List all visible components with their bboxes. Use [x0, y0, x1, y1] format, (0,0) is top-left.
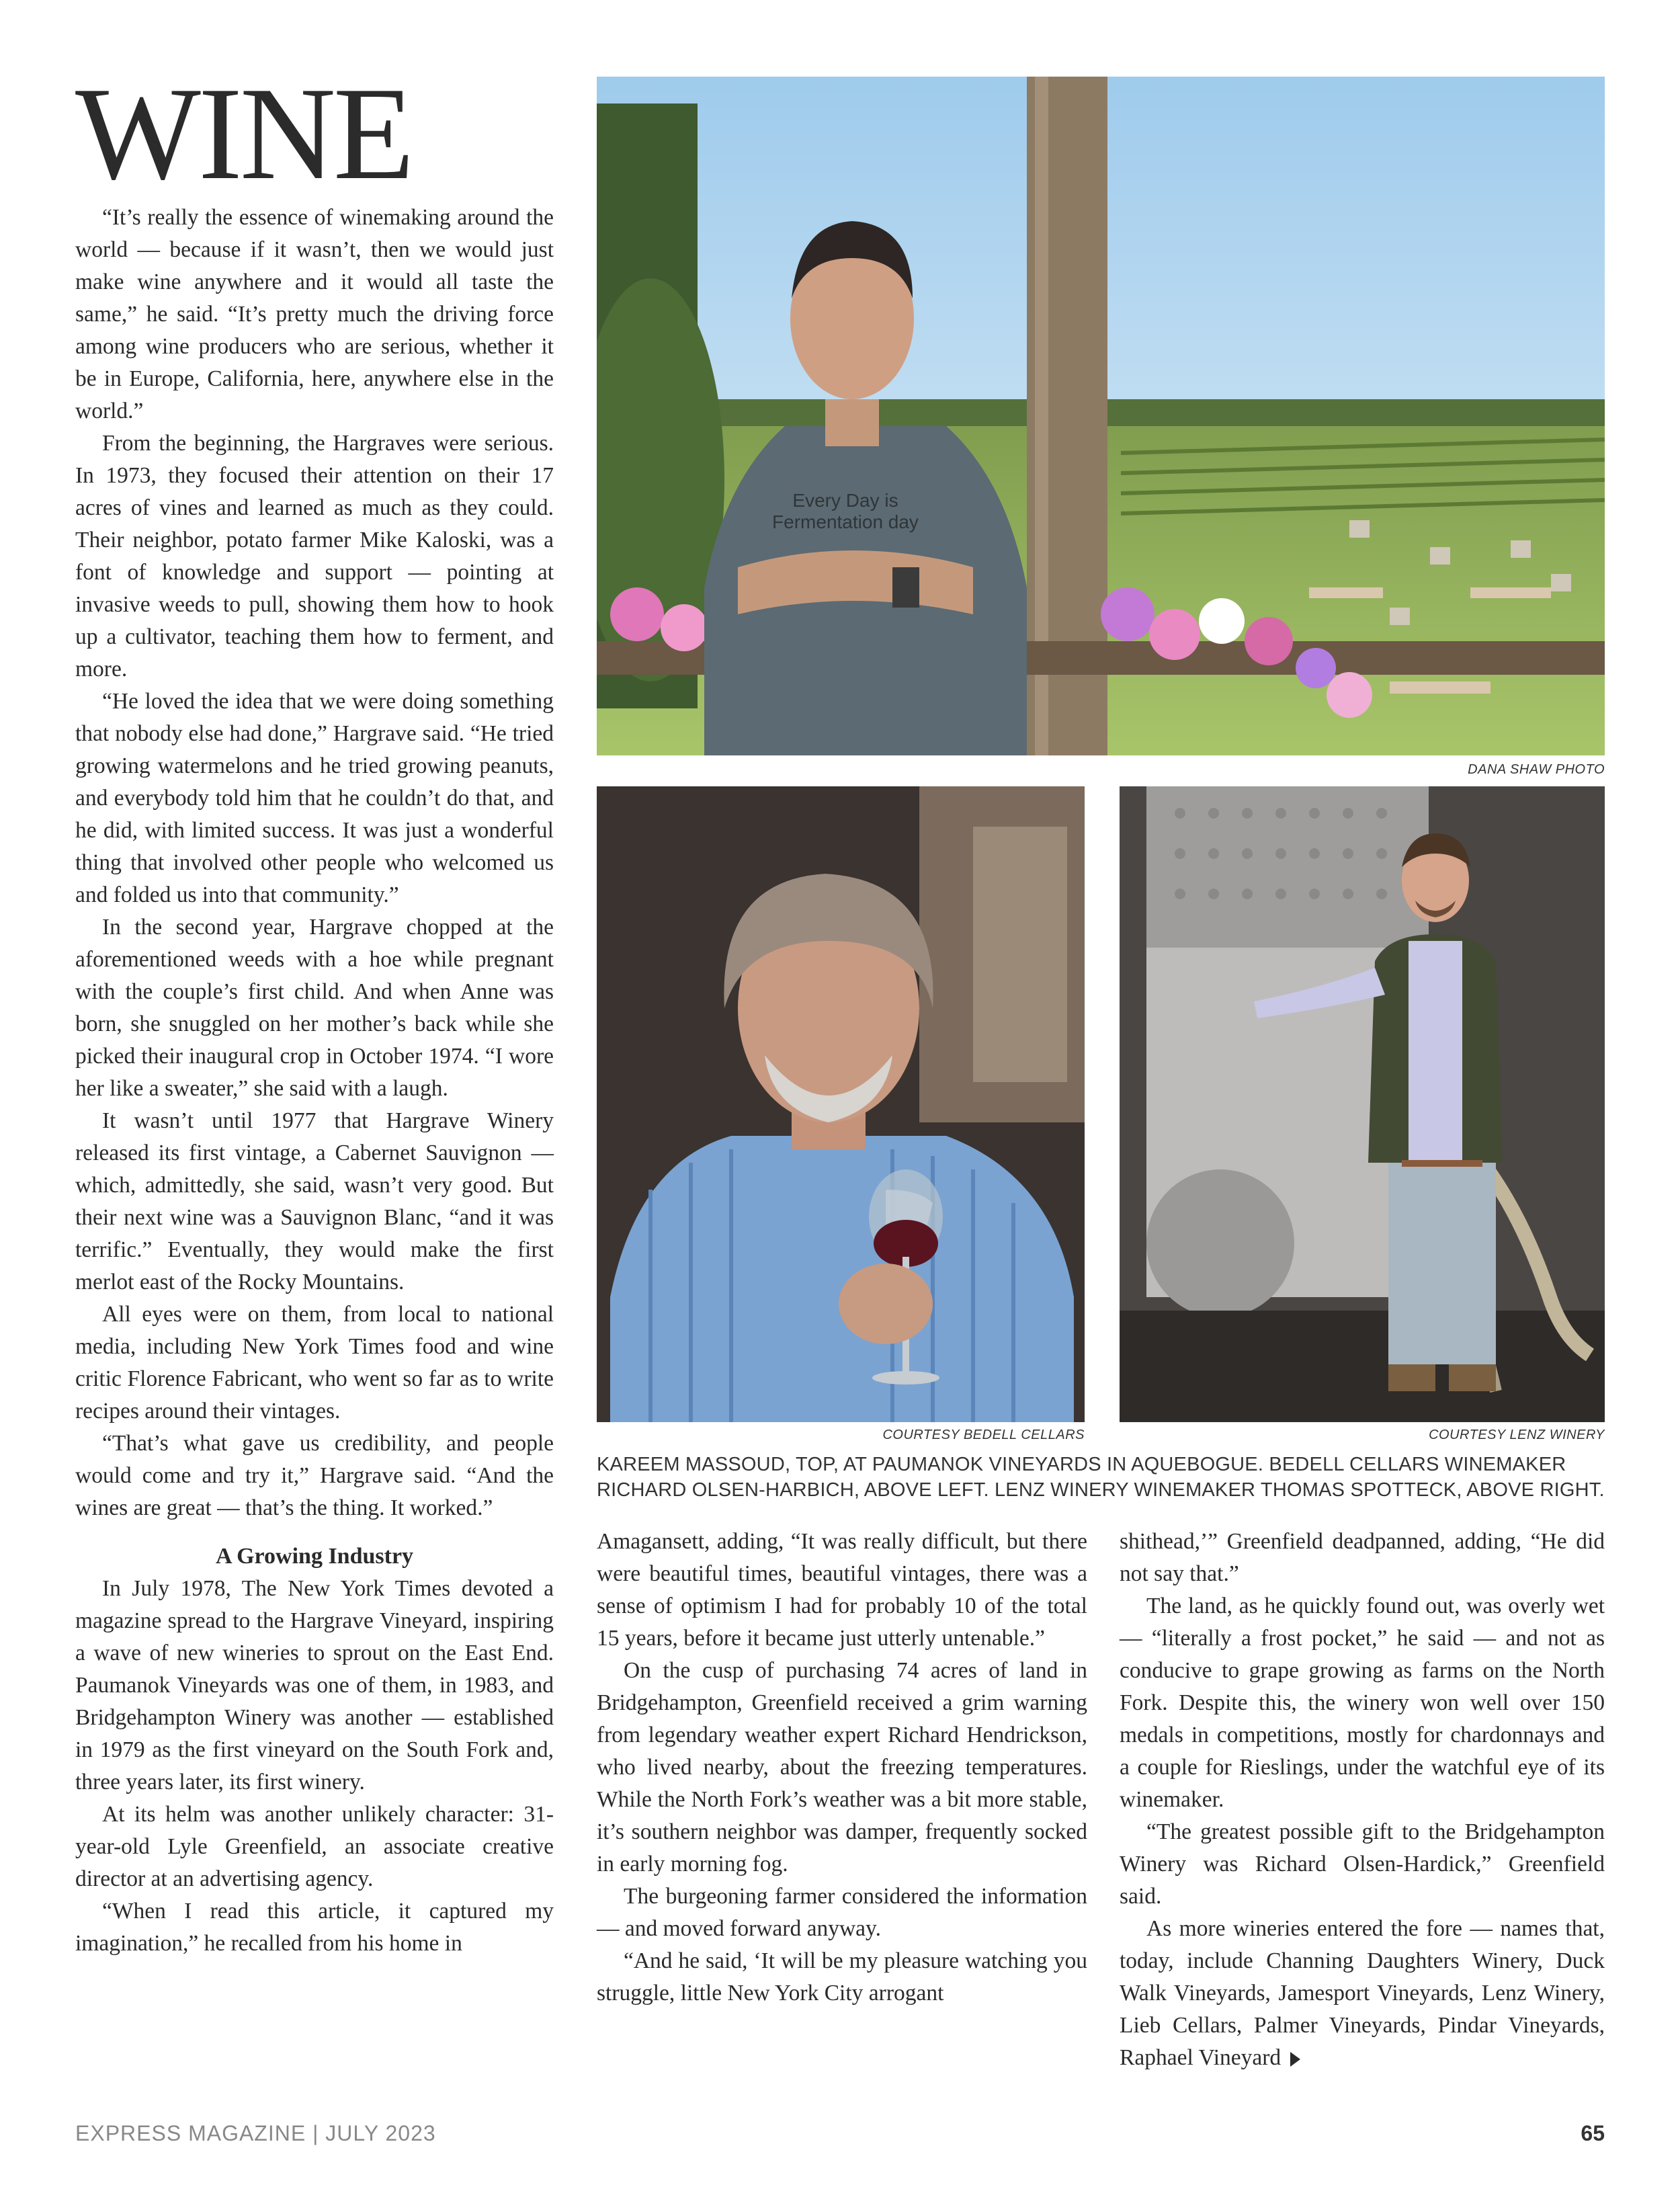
paragraph: In July 1978, The New York Times devoted a magazine spread to the Hargrave Vineyard, inspiring a wave of new wineries to sprout on the East End. Paumanok Vineyards was one of them, in 1983, and Bridgehampton Winery was another — established in 1979 as the first vineyard on the South Fork and, three years later, its first winery.: [75, 1576, 554, 1794]
photo-caption: KAREEM MASSOUD, TOP, AT PAUMANOK VINEYARDS IN AQUEBOGUE. BEDELL CELLARS WINEMAKER RICHARD OLSEN-HARBICH, ABOVE LEFT. LENZ WINERY WINEMAKER THOMAS SPOTTECK, ABOVE RIGHT.: [597, 1454, 1605, 1501]
photo-credit-right: COURTESY LENZ WINERY: [1429, 1428, 1605, 1442]
paragraph: At its helm was another unlikely character: 31-year-old Lyle Greenfield, an associate creative director at an advertising agency.: [75, 1802, 554, 1891]
photo-thomas-spotteck: [1120, 786, 1605, 1422]
article-column-right: [1120, 1526, 1605, 2074]
paragraph: “It’s really the essence of winemaking around the world — because if it wasn’t, then we would just make wine anywhere and it would all taste the same,” he said. “It’s pretty much the driving force among wine producers who are serious, whether it be in Europe, California, here, anywhere else in the world.”: [75, 205, 554, 423]
paragraph-text: As more wineries entered the fore — names that, today, include Channing Daughters Winery, Duck Walk Vineyards, Jamesport Vineyards, Lenz Winery, Lieb Cellars, Palmer Vineyards, Pindar Vineyards, Raphael Vineyard: [1120, 1916, 1605, 2070]
shirt-text-1: Every Day is: [792, 490, 898, 511]
photo-kareem-massoud: [597, 77, 1605, 755]
paragraph: “That’s what gave us credibility, and people would come and try it,” Hargrave said. “And the wines are great — that’s the thing. It worked.”: [75, 1431, 554, 1520]
photo-richard-olsen-harbich: [597, 786, 1085, 1422]
paragraph: It wasn’t until 1977 that Hargrave Winery released its first vintage, a Cabernet Sauvignon — which, admittedly, she said, wasn’t very good. But their next wine was a Sauvignon Blanc, “and it was terrific.” Eventually, they would make the first merlot east of the Rocky Mountains.: [75, 1108, 554, 1294]
shirt-text-2: Fermentation day: [772, 511, 919, 532]
paragraph: In the second year, Hargrave chopped at the aforementioned weeds with a hoe while pregnant with the couple’s first child. And when Anne was born, she snuggled on her mother’s back while she picked their inaugural crop in October 1974. “I wore her like a sweater,” she said with a laugh.: [75, 915, 554, 1101]
subhead: A Growing Industry: [215, 1544, 414, 1569]
article-column-middle: [597, 1526, 1087, 2010]
paragraph: The burgeoning farmer considered the information — and moved forward anyway.: [597, 1884, 1087, 1941]
paragraph: The land, as he quickly found out, was overly wet — “literally a frost pocket,” he said — and not as conducive to grape growing as farms on the North Fork. Despite this, the winery won well over 150 medals in competitions, mostly for chardonnays and a couple for Rieslings, under the watchful eye of its winemaker.: [1120, 1594, 1605, 1812]
paragraph: [1120, 1913, 1605, 2074]
continue-arrow-icon: [1290, 2052, 1300, 2067]
section-title: WINE: [75, 60, 412, 207]
paragraph: “The greatest possible gift to the Bridgehampton Winery was Richard Olsen-Hardick,” Greenfield said.: [1120, 1819, 1605, 1909]
paragraph: “When I read this article, it captured my imagination,” he recalled from his home in: [75, 1899, 554, 1956]
page-number: 65: [1581, 2121, 1605, 2145]
paragraph: On the cusp of purchasing 74 acres of land in Bridgehampton, Greenfield received a grim warning from legendary weather expert Richard Hendrickson, who lived nearby, about the freezing temperatures. While the North Fork’s weather was a bit more stable, it’s southern neighbor was damper, frequently socked in early morning fog.: [597, 1658, 1087, 1876]
paragraph: shithead,’” Greenfield deadpanned, adding, “He did not say that.”: [1120, 1529, 1605, 1586]
article-column-left: [75, 202, 554, 1960]
paragraph: Amagansett, adding, “It was really difficult, but there were beautiful times, beautiful vintages, there was a sense of optimism I had for probably 10 of the total 15 years, before it became just utterly untenable.”: [597, 1529, 1087, 1651]
photo-credit-top: DANA SHAW PHOTO: [1468, 762, 1605, 777]
paragraph: “And he said, ‘It will be my pleasure watching you struggle, little New York City arrogant: [597, 1948, 1087, 2006]
photo-credit-left: COURTESY BEDELL CELLARS: [882, 1428, 1085, 1442]
footer-publication: EXPRESS MAGAZINE | JULY 2023: [75, 2121, 436, 2145]
paragraph: “He loved the idea that we were doing something that nobody else had done,” Hargrave said. “He tried growing watermelons and he tried growing peanuts, and everybody told him that he couldn’t do that, and he did, with limited success. It was just a wonderful thing that involved other people who welcomed us and folded us into that community.”: [75, 689, 554, 907]
paragraph: From the beginning, the Hargraves were serious. In 1973, they focused their attention on their 17 acres of vines and learned as much as they could. Their neighbor, potato farmer Mike Kaloski, was a font of knowledge and support — pointing at invasive weeds to pull, showing them how to hook up a cultivator, teaching them how to ferment, and more.: [75, 431, 554, 682]
paragraph: All eyes were on them, from local to national media, including New York Times food and wine critic Florence Fabricant, who went so far as to write recipes around their vintages.: [75, 1302, 554, 1423]
